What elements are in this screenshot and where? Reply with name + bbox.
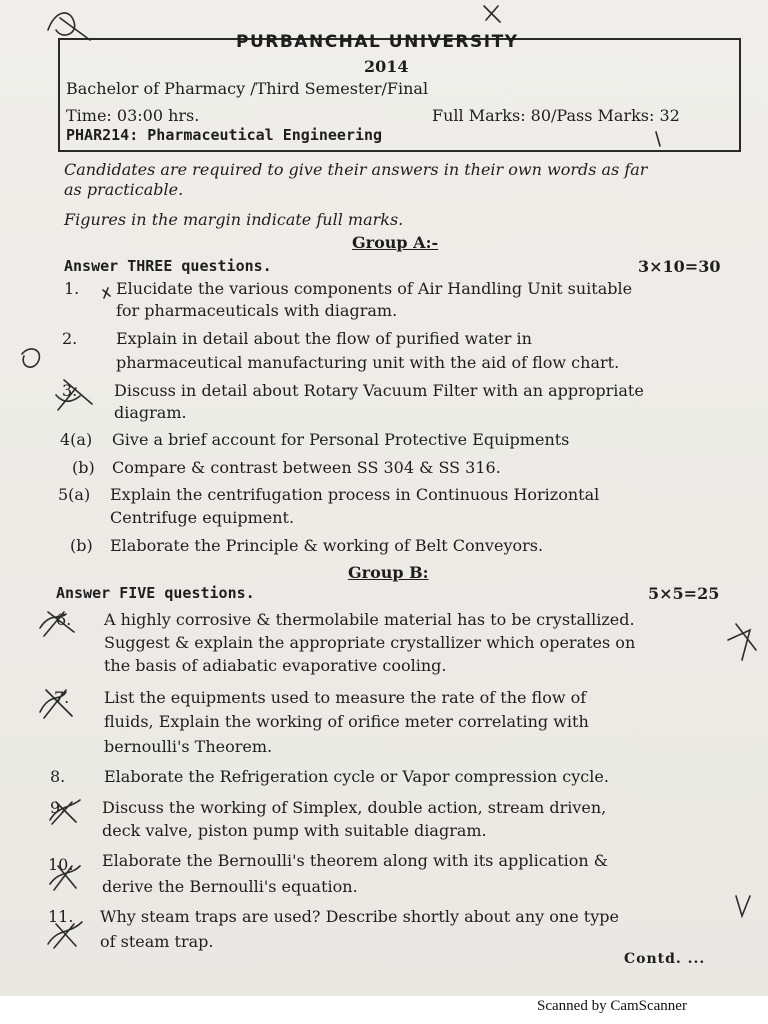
instruction-line-1: Candidates are required to give their answers in their own words as far bbox=[64, 160, 648, 179]
question-text-line: Compare & contrast between SS 304 & SS 316. bbox=[112, 458, 501, 477]
question-number: 9. bbox=[50, 798, 66, 817]
question-text-line: of steam trap. bbox=[100, 932, 214, 951]
group-a-answer-instruction: Answer THREE questions. bbox=[64, 257, 272, 275]
question-number: 1. bbox=[64, 279, 80, 298]
question-text-line: fluids, Explain the working of orifice meter correlating with bbox=[104, 712, 589, 731]
question-text-line: Elaborate the Principle & working of Belt Conveyors. bbox=[110, 536, 544, 555]
exam-marks: Full Marks: 80/Pass Marks: 32 bbox=[432, 106, 680, 125]
scanner-watermark bbox=[0, 996, 768, 1024]
question-number: 11. bbox=[48, 907, 74, 926]
question-text-line: the basis of adiabatic evaporative cooling. bbox=[104, 656, 447, 675]
question-text-line: Elaborate the Bernoulli's theorem along with its application & bbox=[102, 851, 609, 870]
group-a-marks: 3×10=30 bbox=[638, 257, 721, 276]
exam-year: 2014 bbox=[364, 57, 409, 76]
pen-mark-margin-left bbox=[22, 349, 39, 367]
question-number: 2. bbox=[62, 329, 78, 348]
question-text-line: A highly corrosive & thermolabile material has to be crystallized. bbox=[104, 610, 635, 629]
question-text-line: Explain in detail about the flow of purified water in bbox=[116, 329, 532, 348]
pen-mark-top-left bbox=[48, 13, 90, 40]
scanner-label: Scanned by CamScanner bbox=[537, 998, 687, 1014]
question-number: 8. bbox=[50, 767, 66, 786]
question-number: 7. bbox=[54, 688, 70, 707]
group-b-title: Group B: bbox=[348, 563, 429, 582]
question-text-line: diagram. bbox=[114, 403, 187, 422]
course-title: PHAR214: Pharmaceutical Engineering bbox=[66, 126, 383, 144]
pen-mark-bottom-right bbox=[736, 896, 750, 916]
question-text-line: List the equipments used to measure the rate of the flow of bbox=[104, 688, 587, 707]
exam-time: Time: 03:00 hrs. bbox=[66, 106, 200, 125]
question-text-line: Centrifuge equipment. bbox=[110, 508, 295, 527]
question-text-line: Suggest & explain the appropriate crystallizer which operates on bbox=[104, 633, 636, 652]
group-a-title: Group A:- bbox=[352, 233, 439, 252]
question-number: (b) bbox=[70, 536, 93, 555]
question-text-line: pharmaceutical manufacturing unit with the aid of flow chart. bbox=[116, 353, 620, 372]
pen-mark-margin-right bbox=[728, 624, 756, 660]
question-text-line: Why steam traps are used? Describe shortly about any one type bbox=[100, 907, 619, 926]
question-number: 6. bbox=[56, 610, 72, 629]
question-number: 4(a) bbox=[60, 430, 93, 449]
question-text-line: Elucidate the various components of Air Handling Unit suitable bbox=[116, 279, 633, 298]
question-text-line: for pharmaceuticals with diagram. bbox=[116, 301, 398, 320]
question-number: 10. bbox=[48, 855, 74, 874]
pen-mark-q1 bbox=[103, 288, 110, 298]
question-number: (b) bbox=[72, 458, 95, 477]
university-name: PURBANCHAL UNIVERSITY bbox=[236, 32, 519, 52]
question-text-line: Discuss the working of Simplex, double action, stream driven, bbox=[102, 798, 607, 817]
question-text-line: Give a brief account for Personal Protective Equipments bbox=[112, 430, 570, 449]
question-text-line: derive the Bernoulli's equation. bbox=[102, 877, 358, 896]
question-number: 5(a) bbox=[58, 485, 91, 504]
group-b-answer-instruction: Answer FIVE questions. bbox=[56, 584, 255, 602]
question-text-line: Elaborate the Refrigeration cycle or Vapor compression cycle. bbox=[104, 767, 609, 786]
program-line: Bachelor of Pharmacy /Third Semester/Final bbox=[66, 79, 429, 98]
question-text-line: Explain the centrifugation process in Continuous Horizontal bbox=[110, 485, 600, 504]
question-text-line: Discuss in detail about Rotary Vacuum Filter with an appropriate bbox=[114, 381, 644, 400]
instruction-line-2: as practicable. bbox=[64, 180, 184, 199]
question-text-line: bernoulli's Theorem. bbox=[104, 737, 273, 756]
pen-mark-top-right bbox=[484, 6, 500, 22]
question-text-line: deck valve, piston pump with suitable diagram. bbox=[102, 821, 487, 840]
continued-note: Contd. ... bbox=[624, 951, 706, 967]
group-b-marks: 5×5=25 bbox=[648, 584, 720, 603]
instruction-line-3: Figures in the margin indicate full marks. bbox=[64, 210, 404, 229]
question-number: 3. bbox=[62, 381, 78, 400]
